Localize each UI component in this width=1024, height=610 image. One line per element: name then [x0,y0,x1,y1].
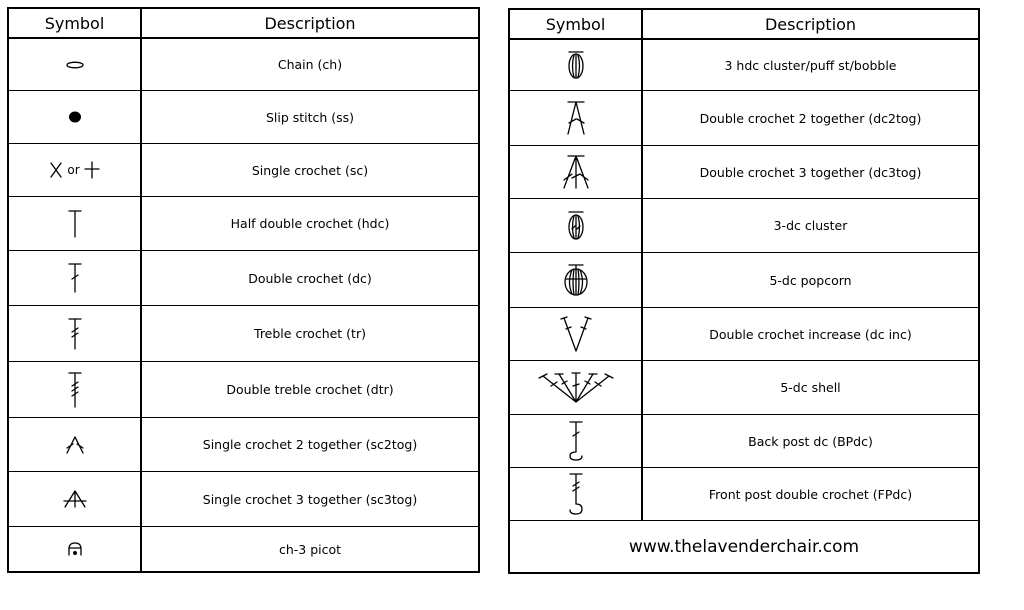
symbol-cell [9,527,142,571]
description-cell: Double crochet 3 together (dc3tog) [699,164,922,180]
dc2tog-icon [565,100,587,136]
plus-icon [84,161,100,179]
description-cell: 3-dc cluster [773,218,848,233]
picot-icon [66,541,84,557]
symbol-cell [9,91,142,143]
symbol-cell [510,253,643,307]
symbol-cell [9,144,142,196]
symbol-cell [9,472,142,526]
symbol-header: Symbol [9,9,142,37]
table-row [9,39,478,91]
sc3tog-icon [62,489,88,509]
symbol-cell [510,468,643,520]
table-row [9,527,478,571]
description-cell: 5-dc shell [780,380,841,395]
or-label: or [67,163,80,177]
symbol-cell [510,91,643,145]
description-cell: Single crochet 3 together (sc3tog) [202,491,418,507]
table-header [510,10,978,40]
table-row [510,308,978,361]
single-crochet-icon [49,161,99,179]
3dc-cluster-icon [566,210,586,242]
half-double-crochet-icon [67,209,83,239]
slip-stitch-icon [68,110,82,124]
table-row [510,91,978,146]
table-header [9,9,478,39]
double-crochet-icon [67,262,83,294]
table-row [9,197,478,251]
table-row [510,146,978,199]
symbol-cell [510,361,643,414]
description-cell: Chain (ch) [277,57,343,72]
description-cell: Double treble crochet (dtr) [226,382,394,397]
5dc-shell-icon [537,372,615,404]
double-treble-crochet-icon [67,371,83,409]
symbol-table-right [508,8,980,574]
description-cell: Single crochet 2 together (sc2tog) [202,437,418,452]
front-post-dc-icon [567,472,585,516]
table-row [9,418,478,472]
description-cell: Single crochet (sc) [251,162,369,178]
table-row [9,306,478,362]
description-header: Description [764,14,857,34]
table-row [510,40,978,91]
description-cell: Front post double crochet (FPdc) [708,486,913,502]
treble-crochet-icon [67,317,83,351]
description-cell: Half double crochet (hdc) [230,216,390,231]
symbol-cell [510,308,643,360]
description-cell: Double crochet increase (dc inc) [709,326,912,342]
x-cross-icon [49,161,63,179]
symbol-cell [510,40,643,90]
table-row [9,472,478,527]
table-row [9,251,478,306]
description-cell: Treble crochet (tr) [254,326,366,341]
table-row [510,361,978,415]
sc2tog-icon [64,435,86,455]
puff-stitch-icon [566,50,586,80]
description-cell: ch-3 picot [278,541,342,557]
symbol-table-left [7,7,480,573]
symbol-cell [510,415,643,467]
symbol-cell [9,39,142,90]
table-row [9,362,478,418]
back-post-dc-icon [567,420,585,462]
symbol-cell [9,306,142,361]
description-header: Description [264,13,356,33]
symbol-cell [510,199,643,252]
chain-icon [65,61,85,69]
symbol-cell [9,251,142,305]
dc-increase-icon [559,315,593,353]
symbol-cell [510,146,643,198]
table-row [510,468,978,521]
description-cell: Slip stitch (ss) [265,109,355,125]
description-cell: Back post dc (BPdc) [748,433,873,449]
symbol-cell [9,418,142,471]
table-row [510,253,978,308]
website-url: www.thelavenderchair.com [628,536,860,557]
symbol-header: Symbol [510,10,643,38]
table-row [9,91,478,144]
table-row [9,144,478,197]
description-cell: 3 hdc cluster/puff st/bobble [724,57,897,73]
description-cell: 5-dc popcorn [769,272,852,288]
description-cell: Double crochet 2 together (dc2tog) [699,110,922,126]
table-row [510,199,978,253]
dc3tog-icon [560,154,592,190]
5dc-popcorn-icon [562,263,590,297]
description-cell: Double crochet (dc) [248,270,372,286]
table-row [510,415,978,468]
symbol-cell [9,362,142,417]
symbol-cell [9,197,142,250]
